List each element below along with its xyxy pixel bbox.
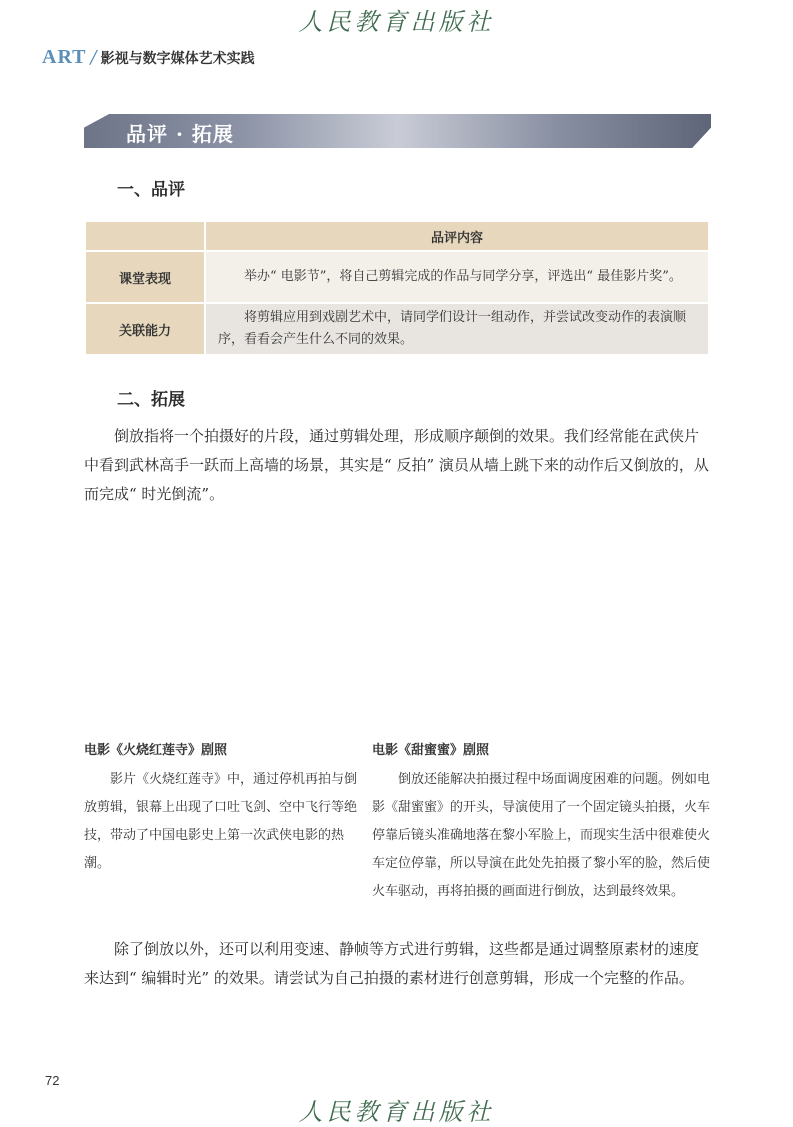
section-heading-extension: 二、拓展 xyxy=(117,390,185,410)
table-header-empty-cell xyxy=(85,221,205,251)
closing-paragraph: 除了倒放以外，还可以利用变速、静帧等方式进行剪辑，这些都是通过调整原素材的速度来达到“ 编辑时光” 的效果。请尝试为自己拍摄的素材进行创意剪辑，形成一个完整的作品。 xyxy=(84,940,700,987)
page-number: 72 xyxy=(45,1073,60,1088)
figure-caption-left: 电影《火烧红莲寺》剧照 xyxy=(84,743,228,758)
table-row xyxy=(85,303,709,355)
book-title: 影视与数字媒体艺术实践 xyxy=(100,51,255,67)
publisher-logo-top: 人民教育出版社 xyxy=(298,8,495,36)
header-art-label: ART xyxy=(42,46,87,68)
table-row-label: 课堂表现 xyxy=(85,251,205,303)
table-row-text: 将剪辑应用到戏剧艺术中，请同学们设计一组动作，并尝试改变动作的表演顺序，看看会产生什么不同的效果。 xyxy=(205,303,709,355)
running-header xyxy=(42,46,255,69)
figure-caption-right: 电影《甜蜜蜜》剧照 xyxy=(372,743,490,758)
section-heading-evaluation: 一、品评 xyxy=(117,180,185,200)
intro-paragraph: 倒放指将一个拍摄好的片段，通过剪辑处理，形成顺序颠倒的效果。我们经常能在武侠片中看到武林高手一跃而上高墙的场景，其实是“ 反拍” 演员从墙上跳下来的动作后又倒放的，从而完成“ 时光倒流”。 xyxy=(84,427,709,503)
figure-text-right: 倒放还能解决拍摄过程中场面调度困难的问题。例如电影《甜蜜蜜》的开头，导演使用了一个固定镜头拍摄，火车停靠后镜头准确地落在黎小军脸上，而现实生活中很难使火车定位停靠，所以导演在此处先拍摄了黎小军的脸，然后使火车驱动，再将拍摄的画面进行倒放，达到最终效果。 xyxy=(372,772,711,899)
table-header-row xyxy=(85,221,709,251)
publisher-logo-bottom: 人民教育出版社 xyxy=(298,1098,495,1126)
table-header-cell: 品评内容 xyxy=(205,221,709,251)
table-row xyxy=(85,251,709,303)
header-slash: / xyxy=(90,47,97,68)
table-row-label: 关联能力 xyxy=(85,303,205,355)
table-row-text: 举办“ 电影节”，将自己剪辑完成的作品与同学分享，评选出“ 最佳影片奖”。 xyxy=(205,251,709,303)
figure-text-left: 影片《火烧红莲寺》中，通过停机再拍与倒放剪辑，银幕上出现了口吐飞剑、空中飞行等绝技，带动了中国电影史上第一次武侠电影的热潮。 xyxy=(84,772,358,871)
evaluation-table xyxy=(84,220,710,356)
banner-title: 品评 · 拓展 xyxy=(126,122,234,146)
